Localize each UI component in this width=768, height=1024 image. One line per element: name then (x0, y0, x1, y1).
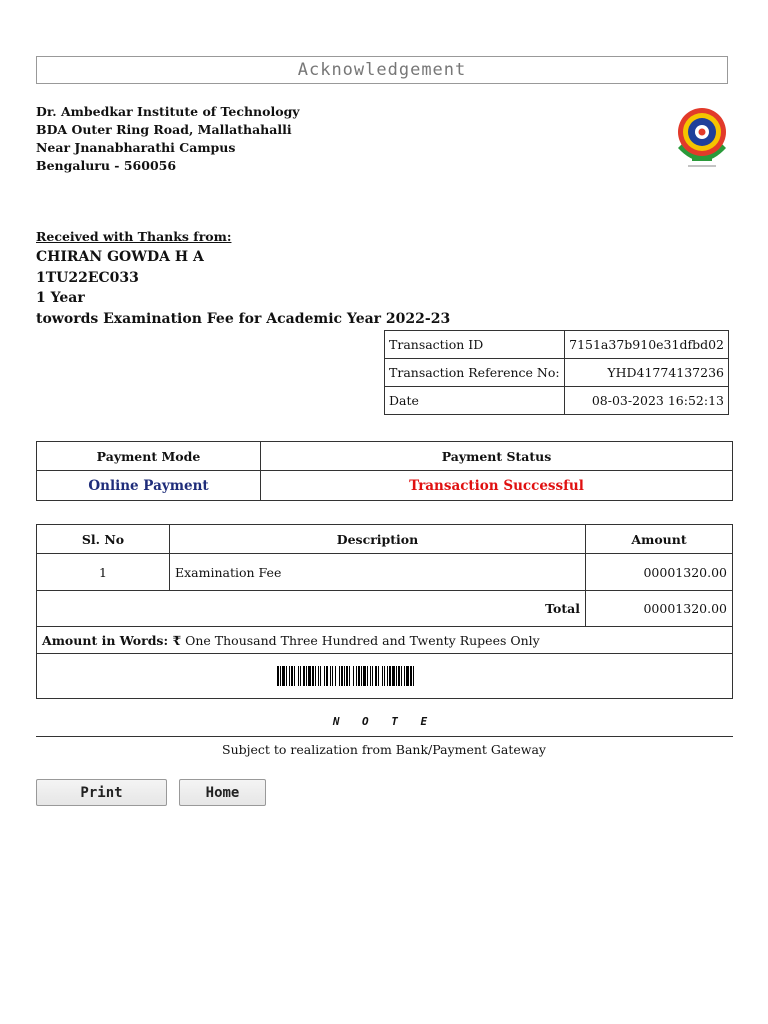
transaction-id-label: Transaction ID (385, 331, 565, 359)
payment-table (36, 441, 733, 501)
transaction-date-value: 08-03-2023 16:52:13 (564, 387, 728, 415)
table-row (37, 471, 733, 501)
payment-mode-header: Payment Mode (37, 442, 261, 471)
institute-address (36, 103, 300, 175)
institute-address-line: Bengaluru - 560056 (36, 158, 177, 173)
home-button[interactable]: Home (179, 779, 266, 806)
barcode-image (277, 666, 492, 686)
total-amount: 00001320.00 (586, 591, 733, 627)
table-header-row (37, 442, 733, 471)
transaction-ref-label: Transaction Reference No: (385, 359, 565, 387)
student-year: 1 Year (36, 290, 85, 306)
divider (36, 736, 733, 737)
total-label: Total (37, 591, 586, 627)
print-button[interactable]: Print (36, 779, 167, 806)
total-row (37, 591, 733, 627)
payment-mode-value: Online Payment (37, 471, 261, 501)
payment-status-header: Payment Status (261, 442, 733, 471)
payment-status-value: Transaction Successful (261, 471, 733, 501)
institute-name: Dr. Ambedkar Institute of Technology (36, 104, 300, 119)
item-sl-no: 1 (37, 554, 170, 591)
student-usn: 1TU22EC033 (36, 269, 139, 286)
amount-in-words-label: Amount in Words: ₹ (42, 632, 182, 648)
item-amount: 00001320.00 (586, 554, 733, 591)
transaction-date-label: Date (385, 387, 565, 415)
institute-logo (672, 104, 732, 170)
barcode-row (37, 654, 733, 699)
page-title: Acknowledgement (36, 56, 728, 84)
institute-address-line: Near Jnanabharathi Campus (36, 140, 236, 155)
note-text: Subject to realization from Bank/Payment Gateway (222, 742, 546, 757)
received-details (36, 247, 450, 329)
transaction-table (384, 330, 729, 415)
item-description: Examination Fee (170, 554, 586, 591)
institute-address-line: BDA Outer Ring Road, Mallathahalli (36, 122, 292, 137)
amount-in-words-row (37, 627, 733, 654)
barcode-cell (37, 654, 733, 699)
fee-purpose: towords Examination Fee for Academic Year 2022-23 (36, 310, 451, 327)
table-row (385, 387, 729, 415)
fee-items-table (36, 524, 733, 699)
amount-header: Amount (586, 525, 733, 554)
student-name: CHIRAN GOWDA H A (36, 249, 204, 265)
table-row (37, 554, 733, 591)
table-row (385, 331, 729, 359)
table-row (385, 359, 729, 387)
transaction-id-value: 7151a37b910e31dfbd02 (564, 331, 728, 359)
amount-in-words-cell (37, 627, 733, 654)
sl-no-header: Sl. No (37, 525, 170, 554)
note-heading: N O T E (332, 715, 436, 728)
description-header: Description (170, 525, 586, 554)
table-header-row (37, 525, 733, 554)
amount-in-words-value: One Thousand Three Hundred and Twenty Rupees Only (185, 632, 540, 648)
transaction-ref-value: YHD41774137236 (564, 359, 728, 387)
received-label: Received with Thanks from: (36, 229, 232, 244)
